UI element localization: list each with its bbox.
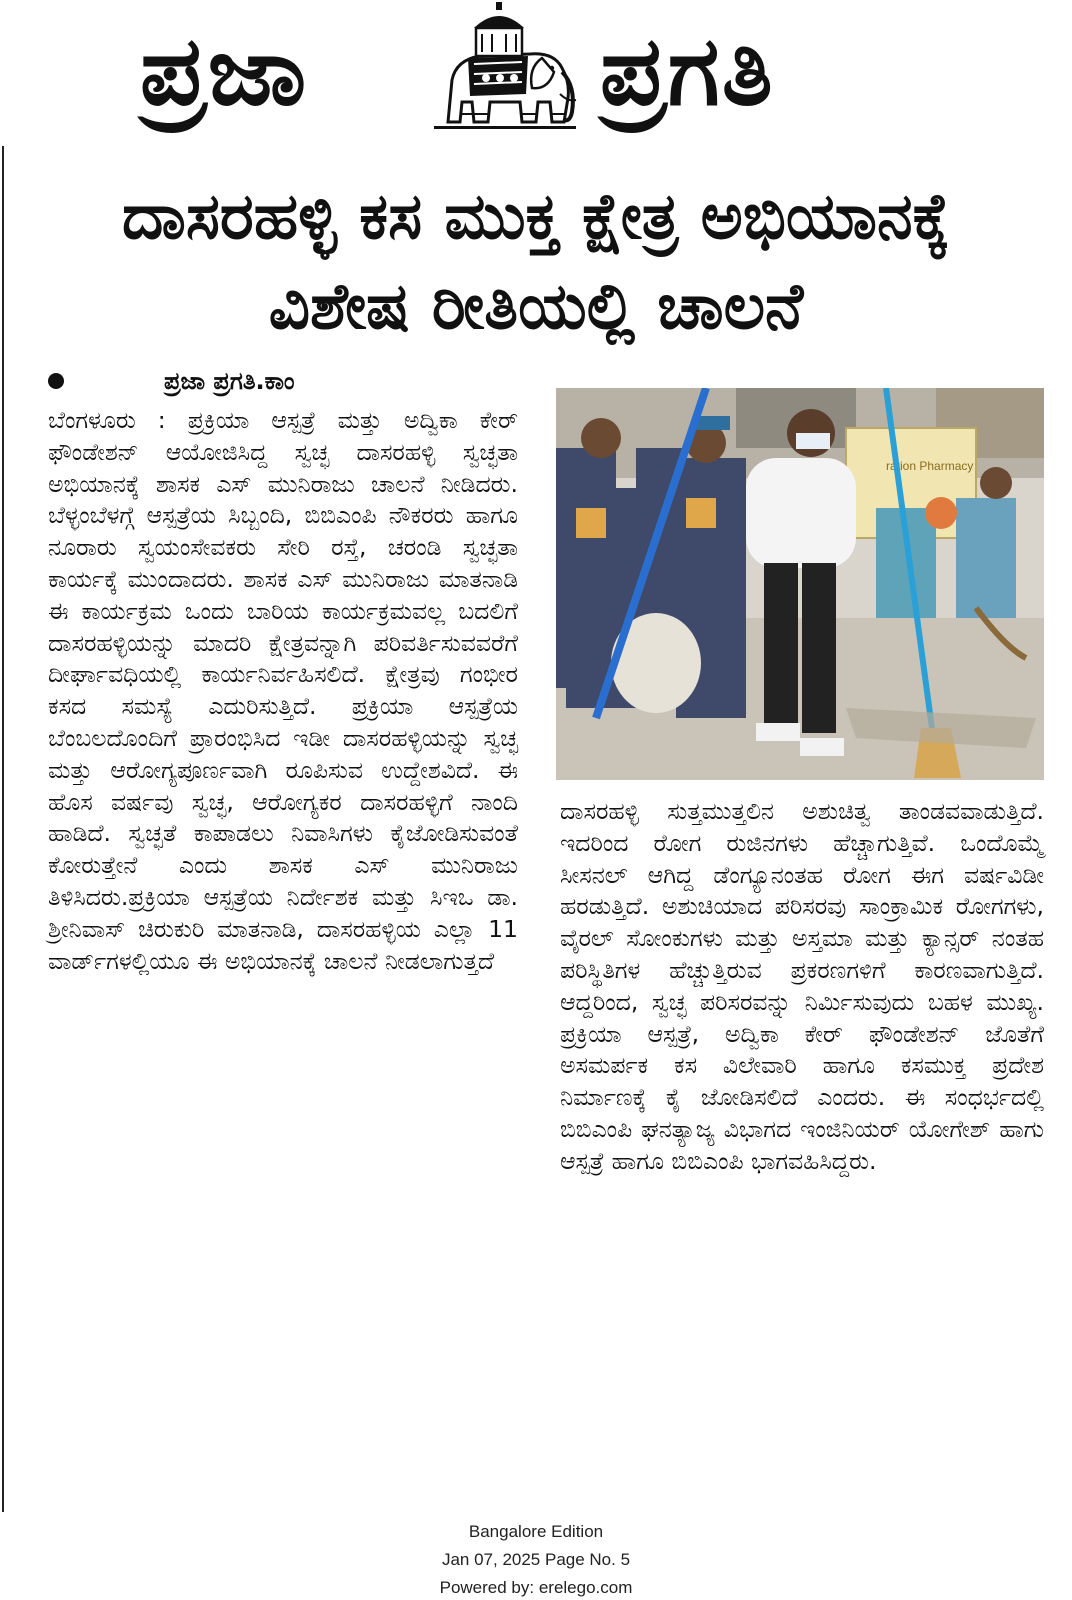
headline-line-2: ವಿಶೇಷ ರೀತಿಯಲ್ಲಿ ಚಾಲನೆ	[268, 270, 804, 344]
masthead	[0, 0, 1072, 140]
byline-text: ಪ್ರಜಾ ಪ್ರಗತಿ.ಕಾಂ	[164, 367, 295, 395]
bullet-icon	[48, 373, 64, 389]
footer-edition: Bangalore Edition	[468, 1522, 604, 1541]
article-column-left: ಬೆಂಗಳೂರು : ಪ್ರಕ್ರಿಯಾ ಆಸ್ಪತ್ರೆ ಮತ್ತು ಅದ್ವಿಕಾ ಕೇರ್ ಫೌಂಡೇಶನ್ ಆಯೋಜಿಸಿದ್ದ ಸ್ವಚ್ಛ ದಾಸರಹಳ್ಳಿ ಸ್ವಚ್ಛತಾ ಅಭಿಯಾನಕ್ಕೆ ಶಾಸಕ ಎಸ್ ಮುನಿರಾಜು ಚಾಲನೆ ನೀಡಿದರು. ಬೆಳ್ಳಂಬೆಳಗ್ಗೆ ಆಸ್ಪತ್ರೆಯ ಸಿಬ್ಬಂದಿ, ಬಿಬಿಎಂಪಿ ನೌಕರರು ಹಾಗೂ ನೂರಾರು ಸ್ವಯಂಸೇವಕರು ಸೇರಿ ರಸ್ತೆ, ಚರಂಡಿ ಸ್ವಚ್ಛತಾ ಕಾರ್ಯಕ್ಕೆ ಮುಂದಾದರು. ಶಾಸಕ ಎಸ್ ಮುನಿರಾಜು ಮಾತನಾಡಿ ಈ ಕಾರ್ಯಕ್ರಮ ಒಂದು ಬಾರಿಯ ಕಾರ್ಯಕ್ರಮವಲ್ಲ ಬದಲಿಗೆ ದಾಸರಹಳ್ಳಿಯನ್ನು ಮಾದರಿ ಕ್ಷೇತ್ರವನ್ನಾಗಿ ಪರಿವರ್ತಿಸುವವರೆಗೆ ದೀರ್ಘಾವಧಿಯಲ್ಲಿ ಕಾರ್ಯನಿರ್ವಹಿಸಲಿದೆ. ಕ್ಷೇತ್ರವು ಗಂಭೀರ ಕಸದ ಸಮಸ್ಯೆ ಎದುರಿಸುತ್ತಿದೆ. ಪ್ರಕ್ರಿಯಾ ಆಸ್ಪತ್ರೆಯ ಬೆಂಬಲದೊಂದಿಗೆ ಪ್ರಾರಂಭಿಸಿದ ಇಡೀ ದಾಸರಹಳ್ಳಿಯನ್ನು ಸ್ವಚ್ಛ ಮತ್ತು ಆರೋಗ್ಯಪೂರ್ಣವಾಗಿ ರೂಪಿಸುವ ಉದ್ದೇಶವಿದೆ. ಈ ಹೊಸ ವರ್ಷವು ಸ್ವಚ್ಛ, ಆರೋಗ್ಯಕರ ದಾಸರಹಳ್ಳಿಗೆ ನಾಂದಿ ಹಾಡಿದೆ. ಸ್ವಚ್ಛತೆ ಕಾಪಾಡಲು ನಿವಾಸಿಗಳು ಕೈಜೋಡಿಸುವಂತೆ ಕೋರುತ್ತೇನೆ ಎಂದು ಶಾಸಕ ಎಸ್ ಮುನಿರಾಜು ತಿಳಿಸಿದರು.ಪ್ರಕ್ರಿಯಾ ಆಸ್ಪತ್ರೆಯ ನಿರ್ದೇಶಕ ಮತ್ತು ಸಿಇಒ ಡಾ. ಶ್ರೀನಿವಾಸ್ ಚಿರುಕುರಿ ಮಾತನಾಡಿ, ದಾಸರಹಳ್ಳಿಯ ಎಲ್ಲಾ 11 ವಾರ್ಡ್‌ಗಳಲ್ಲಿಯೂ ಈ ಅಭಿಯಾನಕ್ಕೆ ಚಾಲನೆ ನೀಡಲಾಗುತ್ತದೆ	[48, 406, 518, 975]
headline-line-1: ದಾಸರಹಳ್ಳಿ ಕಸ ಮುಕ್ತ ಕ್ಷೇತ್ರ ಅಭಿಯಾನಕ್ಕೆ	[121, 180, 951, 254]
masthead-title-right: ಪ್ರಗತಿ	[600, 15, 775, 127]
decorated-elephant-logo	[430, 2, 580, 134]
footer-date-page: Jan 07, 2025 Page No. 5	[441, 1550, 631, 1569]
article-column-right: ದಾಸರಹಳ್ಳಿ ಸುತ್ತಮುತ್ತಲಿನ ಅಶುಚಿತ್ವ ತಾಂಡವವಾಡುತ್ತಿದೆ. ಇದರಿಂದ ರೋಗ ರುಜಿನಗಳು ಹೆಚ್ಚಾಗುತ್ತಿವೆ. ಒಂದೊಮ್ಮೆ ಸೀಸನಲ್ ಆಗಿದ್ದ ಡೆಂಗ್ಯೂನಂತಹ ರೋಗ ಈಗ ವರ್ಷವಿಡೀ ಹರಡುತ್ತಿದೆ. ಅಶುಚಿಯಾದ ಪರಿಸರವು ಸಾಂಕ್ರಾಮಿಕ ರೋಗಗಳು, ವೈರಲ್ ಸೋಂಕುಗಳು ಮತ್ತು ಅಸ್ತಮಾ ಮತ್ತು ಕ್ಯಾನ್ಸರ್ ನಂತಹ ಪರಿಸ್ಥಿತಿಗಳ ಹೆಚ್ಚುತ್ತಿರುವ ಪ್ರಕರಣಗಳಿಗೆ ಕಾರಣವಾಗುತ್ತಿದೆ. ಆದ್ದರಿಂದ, ಸ್ವಚ್ಛ ಪರಿಸರವನ್ನು ನಿರ್ಮಿಸುವುದು ಬಹಳ ಮುಖ್ಯ. ಪ್ರಕ್ರಿಯಾ ಆಸ್ಪತ್ರೆ, ಅದ್ವಿಕಾ ಕೇರ್ ಫೌಂಡೇಶನ್ ಜೊತೆಗೆ ಅಸಮರ್ಪಕ ಕಸ ವಿಲೇವಾರಿ ಹಾಗೂ ಕಸಮುಕ್ತ ಪ್ರದೇಶ ನಿರ್ಮಾಣಕ್ಕೆ ಕೈ ಜೋಡಿಸಲಿದೆ ಎಂದರು. ಈ ಸಂಧರ್ಭದಲ್ಲಿ ಬಿಬಿಎಂಪಿ ಘನತ್ಯಾಜ್ಯ ವಿಭಾಗದ ಇಂಜಿನಿಯರ್ ಯೋಗೇಶ್ ಹಾಗು ಆಸ್ಪತ್ರೆ ಹಾಗೂ ಬಿಬಿಎಂಪಿ ಭಾಗವಹಿಸಿದ್ದರು.	[560, 797, 1044, 1175]
street-cleaning-photo	[556, 388, 1044, 780]
footer-powered-by: Powered by: erelego.com	[439, 1578, 633, 1597]
masthead-title-left: ಪ್ರಜಾ	[140, 15, 309, 127]
photo-banner-text: ration Pharmacy	[886, 459, 974, 473]
byline	[48, 366, 295, 396]
photo-illustration	[556, 388, 1044, 780]
